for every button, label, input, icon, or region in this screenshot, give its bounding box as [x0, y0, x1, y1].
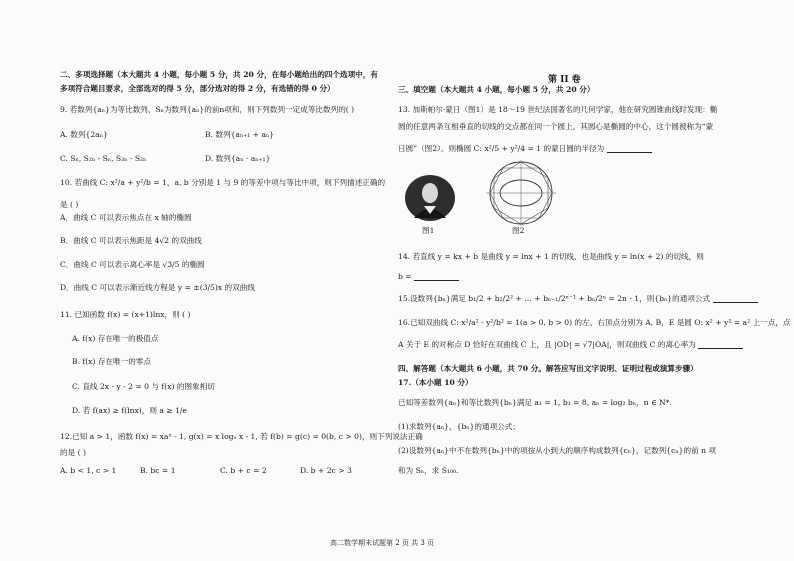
q17-part1: (1)求数列{aₙ}，{bₙ}的通项公式； [398, 422, 520, 431]
q17-part2-line1: (2)设数列{aₙ}中不在数列{bₙ}中的项按从小到大的顺序构成数列{cₙ}，记数列{cₙ}的前 n 项 [398, 446, 716, 455]
q12-stem-line2: 的是 ( ) [60, 448, 86, 457]
q17-stem: 已知等差数列{aₙ}和等比数列{bₙ}满足 a₁ = 1, b₁ = 8, aₙ = log₂ bₙ，n ∈ N*. [398, 398, 672, 407]
figure2 [484, 158, 558, 235]
q13-answer-blank [607, 144, 652, 153]
q16-text: A 关于 E 的对称点 D 恰好在双曲线 C 上，且 |OD| = √7|OA|，则双曲线 C 的离心率为 [398, 340, 696, 349]
q14-line1: 14. 若直线 y = kx + b 是曲线 y = lnx + 1 的切线，也是曲线 y = ln(x + 2) 的切线，则 [398, 252, 704, 261]
q11-option-a: A. f(x) 存在唯一的极值点 [72, 334, 159, 343]
q12-option-a: A. b < 1, c > 1 [60, 466, 117, 475]
page-footer: 高二数学期末试题第 2 页 共 3 页 [330, 539, 435, 547]
q9-option-a: A. 数列{2aₙ} [60, 130, 108, 139]
q9-option-b: B. 数列{aₙ₊₁ + aₙ} [205, 130, 275, 139]
q9-option-c: C. Sₙ, S₂ₙ - Sₙ, S₃ₙ - S₂ₙ [60, 154, 147, 163]
q14-text: b = [398, 272, 412, 281]
q12-stem-line1: 12.已知 a > 1，函数 f(x) = xaˣ - 1, g(x) = x logₐ x - 1, 若 f(b) = g(c) = 0(b, c > 0)，则下列说法正确 [60, 432, 423, 441]
section2-title-line2: 多项符合题目要求，全部选对的得 5 分，部分选对的得 2 分，有选错的得 0 分） [60, 84, 335, 93]
monge-portrait-image [404, 174, 456, 222]
figure1 [404, 174, 456, 235]
q12-option-c: C. b + c = 2 [220, 466, 267, 475]
q10-option-a: A．曲线 C 可以表示焦点在 x 轴的椭圆 [60, 213, 192, 222]
q13-line2: 圆的任意两条互相垂直的切线的交点都在同一个圆上，其圆心是椭圆的中心，这个圆被称为“蒙 [398, 122, 714, 131]
q11-option-c: C. 直线 2x - y - 2 = 0 与 f(x) 的图象相切 [72, 382, 215, 391]
q13-line3 [398, 144, 652, 153]
q12-option-b: B. bc = 1 [140, 466, 176, 475]
q15-answer-blank [713, 294, 758, 303]
q10-option-b: B．曲线 C 可以表示焦距是 4√2 的双曲线 [60, 236, 202, 245]
q12-option-d: D. b + 2c > 3 [300, 466, 352, 475]
q10-stem-line1: 10. 若曲线 C: x²/a + y²/b = 1，a, b 分别是 1 与 9 的等差中项与等比中项，则下列描述正确的 [60, 178, 386, 187]
part2-title: 第 II 卷 [548, 75, 581, 85]
q11-option-b: B. f(x) 存在唯一的零点 [72, 357, 151, 366]
q11-option-d: D. 若 f(ax) ≥ f(lnx)，则 a ≥ 1/e [72, 406, 187, 415]
q17-head: 17.（本小题 10 分） [398, 378, 473, 387]
monge-circle-diagram [484, 158, 558, 228]
q15-text: 15.设数列{bₙ}满足 b₁/2 + b₂/2² + … + bₙ₋₁/2ⁿ⁻¹ + bₙ/2ⁿ = 2n - 1，则{bₙ}的通项公式 [398, 294, 711, 303]
q9-option-d: D. 数列{aₙ · aₙ₊₁} [205, 154, 271, 163]
q13-line1: 13. 加斯帕尔·蒙日（图1）是 18～19 世纪法国著名的几何学家，他在研究圆锥曲线时发现：椭 [398, 105, 718, 114]
section3-title: 三、填空题（本大题共 4 小题，每小题 5 分，共 20 分） [398, 85, 595, 94]
q10-stem-line2: 是 ( ) [60, 200, 79, 209]
q14-answer-blank [414, 272, 459, 281]
q15-line [398, 294, 758, 303]
section4-title: 四、解答题（本大题共 6 小题，共 70 分。解答应写出文字说明、证明过程或演算步骤） [398, 364, 698, 373]
q10-option-d: D．曲线 C 可以表示渐近线方程是 y = ±(3/5)x 的双曲线 [60, 283, 255, 292]
q14-line2 [398, 272, 459, 281]
q16-answer-blank [698, 340, 743, 349]
q10-option-c: C．曲线 C 可以表示离心率是 √3/5 的椭圆 [60, 260, 205, 269]
q11-stem: 11. 已知函数 f(x) = (x+1)lnx，则 ( ) [60, 310, 191, 319]
figure1-label: 图1 [422, 226, 435, 235]
figure2-label: 图2 [512, 226, 525, 235]
q17-part2-line2: 和为 Sₙ，求 S₁₀₀. [398, 466, 459, 475]
q16-line2 [398, 340, 743, 349]
q9-stem: 9. 若数列{aₙ}为等比数列，Sₙ为数列{aₙ}的前n项和，则下列数列一定成等比数列的( ) [60, 105, 355, 114]
q13-text: 日圆”（图2）。则椭圆 C: x²/5 + y²/4 = 1 的蒙日圆的半径为 [398, 144, 605, 153]
section2-title-line1: 二、多项选择题（本大题共 4 小题，每小题 5 分，共 20 分，在每小题给出的四个选项中，有 [60, 70, 378, 79]
q16-line1: 16.已知双曲线 C: x²/a² - y²/b² = 1(a > 0, b > 0) 的左、右顶点分别为 A, B，E 是圆 O: x² + y² = a² 上一点，点 [398, 318, 791, 327]
